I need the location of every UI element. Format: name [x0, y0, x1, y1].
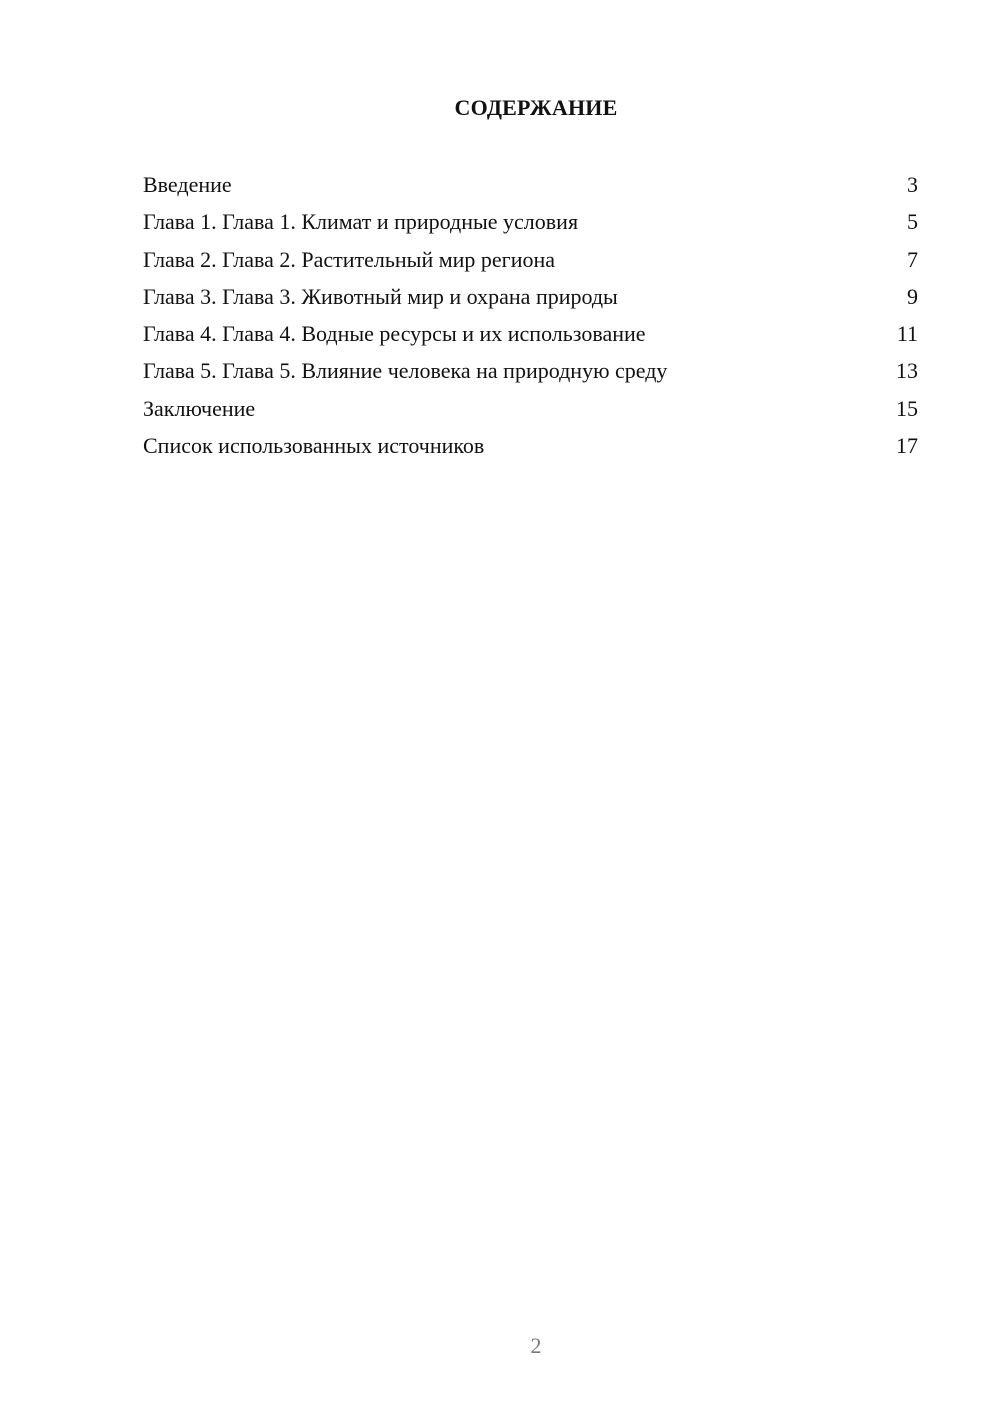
toc-item-label: Глава 3. Глава 3. Животный мир и охрана природы — [143, 283, 618, 309]
table-of-contents — [143, 168, 918, 466]
toc-item-page-number: 11 — [896, 321, 918, 347]
toc-item-page-number: 13 — [896, 358, 918, 384]
toc-item-page-number: 3 — [907, 172, 918, 197]
toc-item-page-number: 9 — [907, 283, 918, 309]
toc-item-chapter-5[interactable] — [143, 354, 918, 391]
toc-item-label: Глава 2. Глава 2. Растительный мир региона — [143, 246, 556, 272]
toc-item-chapter-1[interactable] — [143, 205, 918, 242]
page-number: 2 — [530, 1333, 542, 1358]
toc-item-references[interactable] — [143, 429, 918, 466]
toc-item-conclusion[interactable] — [143, 392, 918, 429]
toc-item-label: Список использованных источников — [143, 433, 485, 459]
toc-item-page-number: 15 — [896, 395, 918, 421]
toc-item-label: Глава 4. Глава 4. Водные ресурсы и их использование — [143, 321, 646, 347]
toc-item-chapter-3[interactable] — [143, 280, 918, 317]
toc-item-introduction[interactable] — [143, 168, 918, 205]
toc-item-label: Заключение — [143, 395, 256, 421]
toc-item-page-number: 17 — [896, 433, 918, 459]
toc-item-label: Глава 1. Глава 1. Климат и природные условия — [143, 209, 579, 235]
toc-item-chapter-4[interactable] — [143, 317, 918, 354]
toc-item-label: Глава 5. Глава 5. Влияние человека на природную среду — [143, 358, 668, 384]
toc-item-page-number: 7 — [907, 246, 918, 272]
toc-item-chapter-2[interactable] — [143, 243, 918, 280]
toc-item-page-number: 5 — [907, 209, 918, 235]
toc-item-label: Введение — [143, 172, 232, 197]
toc-title: СОДЕРЖАНИЕ — [454, 95, 618, 120]
